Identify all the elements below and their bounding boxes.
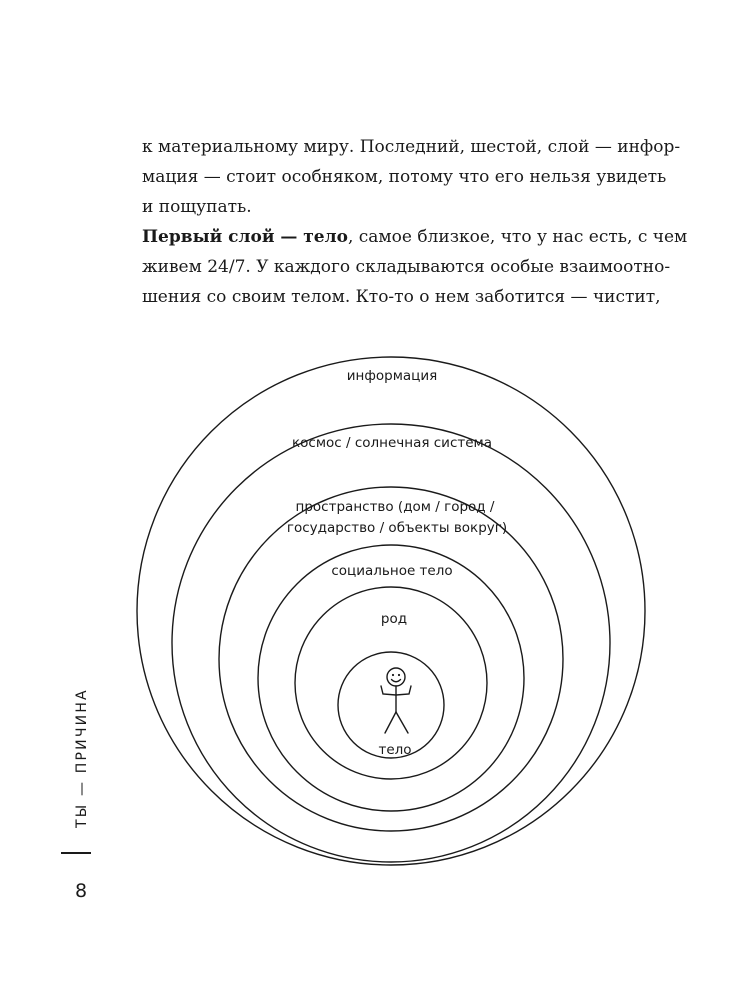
ring-cosmos [172,424,610,862]
layer-label-cosmos: космос / солнечная система [291,435,493,451]
bold-lead: Первый слой — тело [142,227,348,247]
text-line: и пощупать. [142,197,252,217]
ring-social-body [258,545,524,811]
text-fragment: , самое близкое, что у нас есть, с чем [347,227,688,247]
layer-label-family: род [380,611,408,627]
footer-rule [61,852,91,854]
text-line: шения со своим телом. Кто-то о нем заботится — чистит, [142,287,661,307]
page-number: 8 [75,880,88,902]
layer-label-space-line2: государство / объекты вокруг) [286,520,508,536]
stick-figure-icon [381,668,411,733]
layer-label-information: информация [346,368,438,384]
layer-label-space-line1: пространство (дом / город / [295,499,495,515]
text-line: живем 24/7. У каждого складываются особые взаимоотно- [142,257,671,277]
layer-label-social-body: социальное тело [331,563,453,579]
text-line: мация — стоит особняком, потому что его нельзя увидеть [142,167,667,187]
running-head: ТЫ — ПРИЧИНА [74,688,90,828]
text-line: к материальному миру. Последний, шестой, слой — инфор- [142,137,681,157]
layer-label-body: тело [378,742,412,758]
